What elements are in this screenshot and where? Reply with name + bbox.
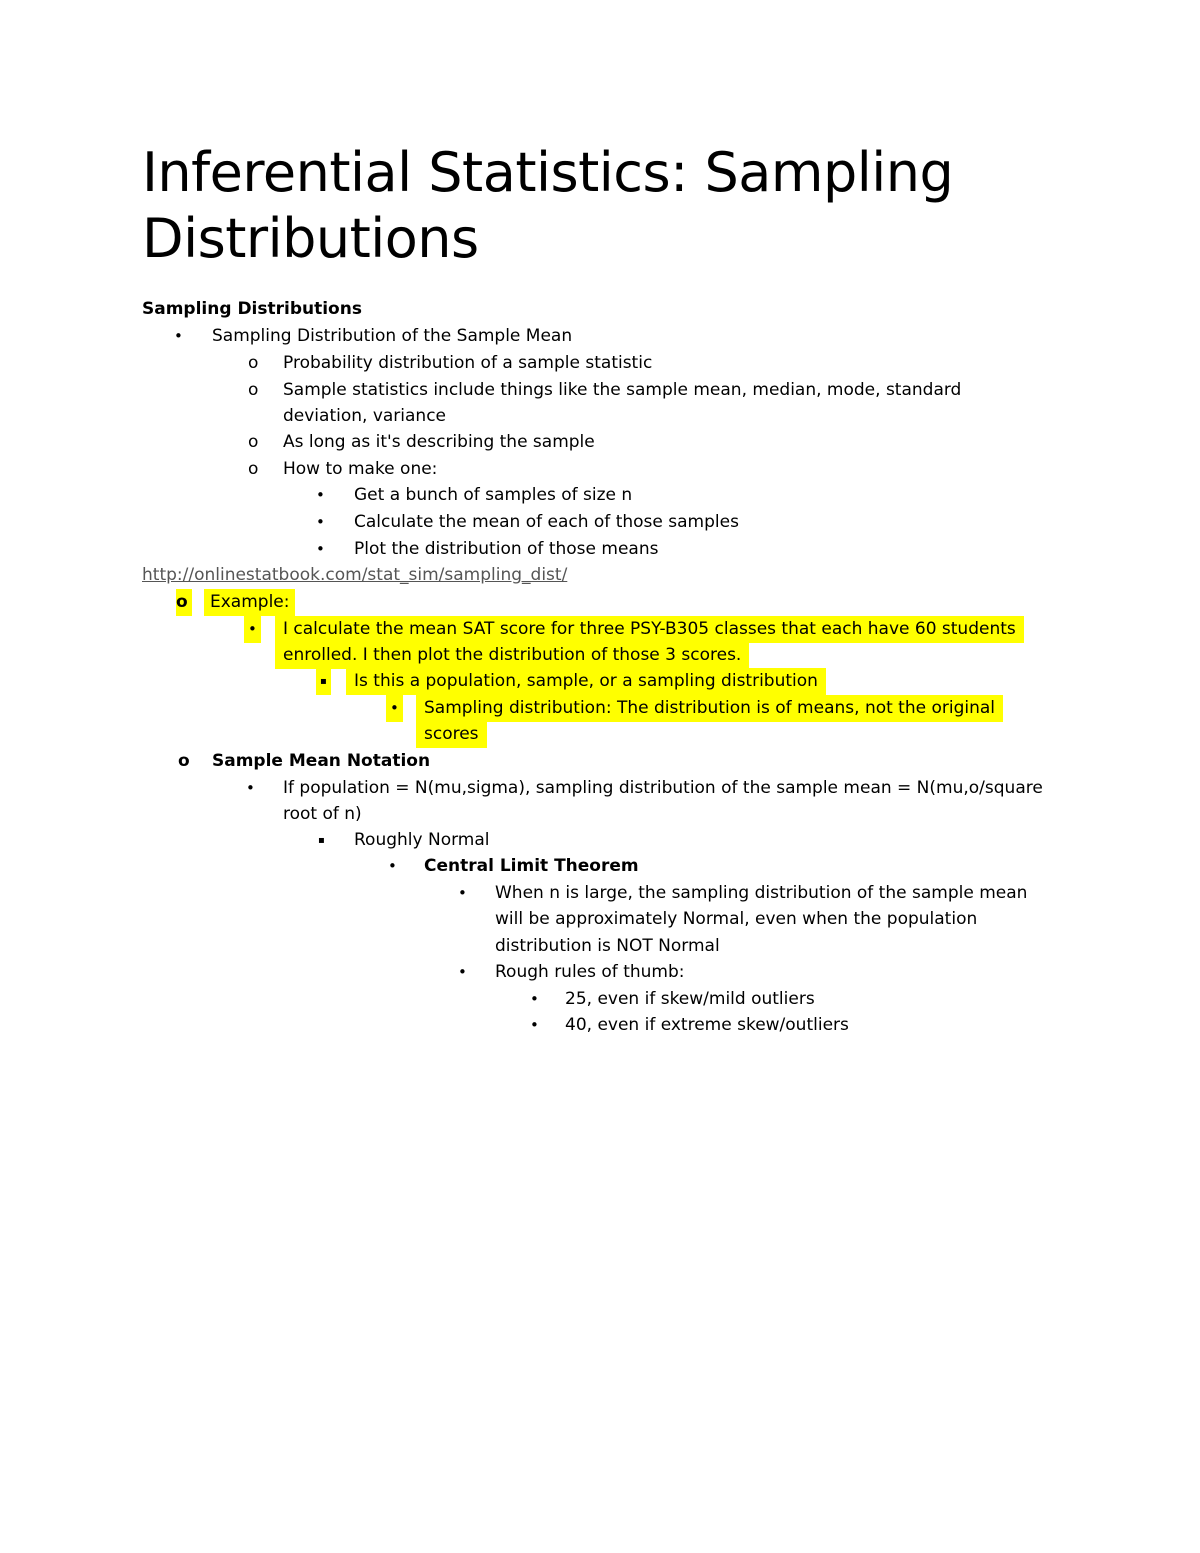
bullet-circle: o [248,380,259,400]
bullet-disc: • [244,616,261,643]
list-item-continuation: deviation, variance [283,406,447,426]
list-item: If population = N(mu,sigma), sampling distribution of the sample mean = N(mu,o/square [283,778,1043,798]
list-item: Is this a population, sample, or a sampling distribution [346,668,826,695]
list-item: 25, even if skew/mild outliers [565,989,815,1009]
bullet-circle: o [248,432,259,452]
list-item: Probability distribution of a sample statistic [283,353,653,373]
list-item: 40, even if extreme skew/outliers [565,1015,849,1035]
notation-heading: Sample Mean Notation [212,751,431,771]
list-item: Get a bunch of samples of size n [354,485,633,505]
list-item: I calculate the mean SAT score for three PSY-B305 classes that each have 60 students [275,616,1024,643]
sampling-dist-link[interactable]: http://onlinestatbook.com/stat_sim/sampling_dist/ [142,565,568,585]
list-item: When n is large, the sampling distribution of the sample mean [495,883,1028,903]
bullet-disc: • [246,779,255,797]
list-item: Rough rules of thumb: [495,962,685,982]
list-item: As long as it's describing the sample [283,432,595,452]
bullet-disc: • [530,1016,539,1034]
list-item: Roughly Normal [354,830,490,850]
list-item-continuation: scores [416,721,487,748]
bullet-disc: • [386,695,403,722]
bullet-disc: • [388,857,397,875]
bullet-disc: • [316,486,325,504]
list-item-continuation: will be approximately Normal, even when the population [495,909,978,929]
bullet-circle: o [178,751,190,771]
list-item-continuation: root of n) [283,804,362,824]
list-item: Sampling Distribution of the Sample Mean [212,326,573,346]
list-item-continuation: distribution is NOT Normal [495,936,720,956]
bullet-disc: • [458,884,467,902]
section-heading: Sampling Distributions [142,299,362,319]
example-label: Example: [204,589,295,616]
list-item: Sampling distribution: The distribution is of means, not the original [416,695,1003,722]
bullet-disc: • [316,540,325,558]
bullet-circle: o [176,589,192,616]
bullet-disc: • [316,513,325,531]
list-item: Sample statistics include things like the sample mean, median, mode, standard [283,380,962,400]
list-item: How to make one: [283,459,438,479]
bullet-square: ▪ [318,835,325,846]
bullet-disc: • [530,990,539,1008]
bullet-disc: • [458,963,467,981]
list-item: Plot the distribution of those means [354,539,659,559]
clt-heading: Central Limit Theorem [424,856,639,876]
bullet-square: ▪ [316,668,331,695]
document-title: Inferential Statistics: Sampling Distributions [142,141,954,270]
list-item-continuation: enrolled. I then plot the distribution of those 3 scores. [275,642,749,669]
bullet-circle: o [248,459,259,479]
bullet-disc: • [174,327,183,345]
bullet-circle: o [248,353,259,373]
list-item: Calculate the mean of each of those samples [354,512,739,532]
